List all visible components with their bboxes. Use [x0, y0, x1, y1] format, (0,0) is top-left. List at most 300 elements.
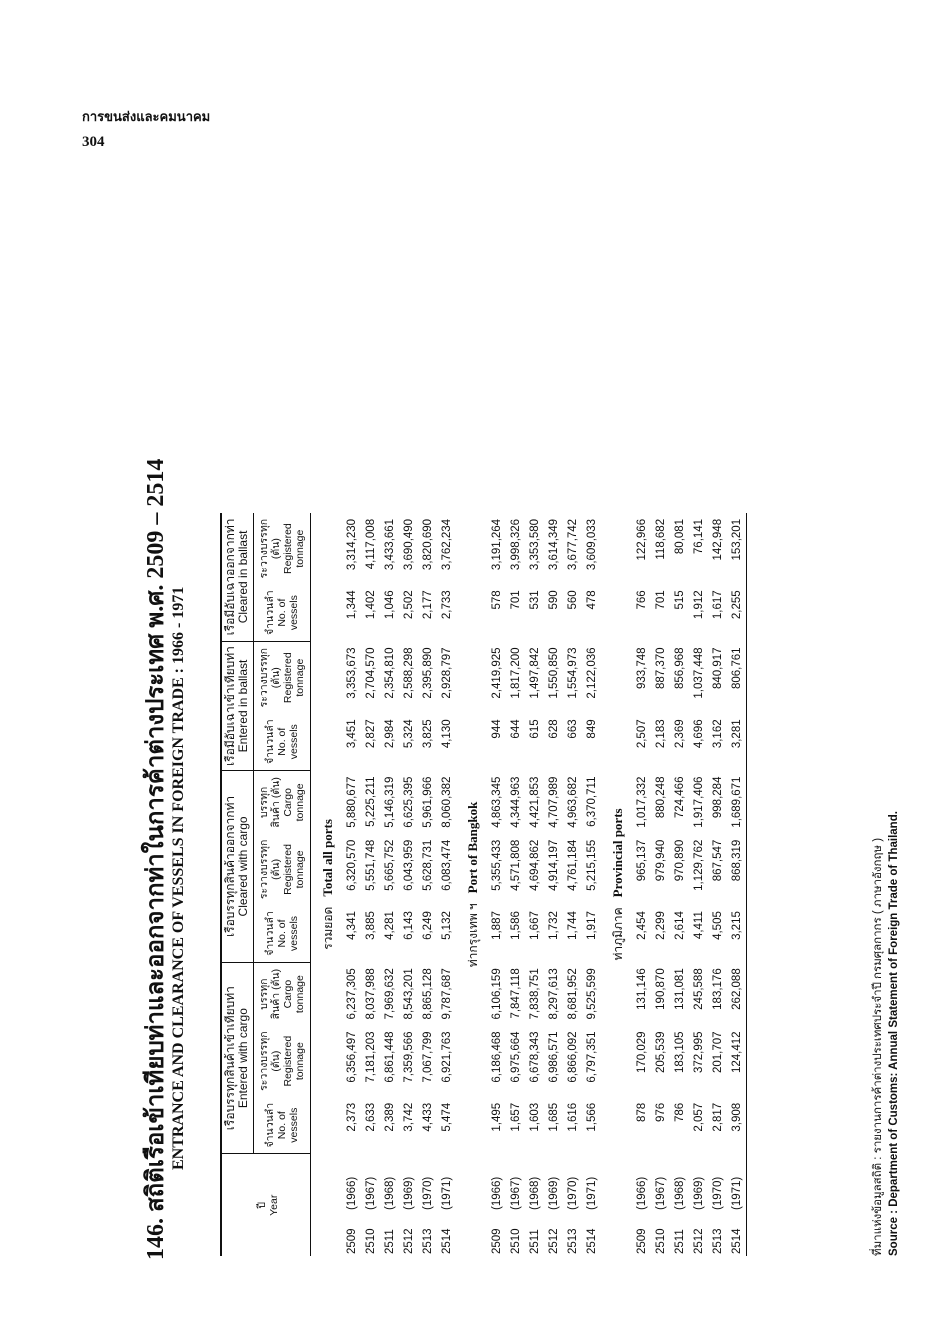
year-be: 2512	[547, 1228, 560, 1254]
table-cell: 4,696	[692, 719, 705, 749]
col-label-en: Cargo	[282, 979, 294, 1009]
col-label-en: Registered	[282, 1035, 294, 1087]
year-be: 2514	[585, 1228, 598, 1254]
table-cell: 1,017,332	[635, 776, 648, 828]
table-cell: 118,682	[654, 518, 667, 560]
table-cell: 887,370	[654, 647, 667, 690]
year-header	[221, 1154, 311, 1256]
table-cell: 6,625,395	[402, 776, 415, 828]
table-cell: 6,237,305	[345, 968, 358, 1020]
table-cell: 8,297,613	[547, 968, 560, 1020]
table-cell: 6,797,351	[585, 1031, 598, 1083]
table-cell: 4,117,008	[364, 518, 377, 570]
table-cell: 2,733	[440, 590, 453, 620]
table-cell: 183,176	[711, 968, 724, 1010]
table-cell: 3,677,742	[566, 518, 579, 571]
year-be: 2509	[345, 1228, 358, 1254]
year-ad: (1968)	[528, 1176, 541, 1210]
year-ad: (1971)	[730, 1176, 743, 1210]
table-cell: 2,389	[383, 1102, 396, 1132]
vessels-table	[220, 513, 747, 1256]
table-row	[651, 513, 670, 1256]
table-cell: 970,890	[673, 839, 686, 882]
table-cell: 201,707	[711, 1031, 724, 1074]
col-registered	[254, 834, 311, 905]
table-cell: 2,255	[730, 590, 743, 620]
table-cell: 4,411	[692, 911, 705, 940]
table-cell: 3,885	[364, 911, 377, 940]
table-row	[563, 513, 582, 1256]
table-cell: 6,921,763	[440, 1031, 453, 1083]
col-label-en: tonnage	[294, 658, 306, 697]
table-cell: 3,998,326	[509, 518, 522, 571]
group-entered-ballast-english: Entered in ballast	[236, 659, 250, 753]
col-label-en: No. of	[276, 919, 288, 948]
group-cleared-ballast	[221, 513, 254, 642]
table-cell: 4,433	[421, 1102, 434, 1132]
table-cell: 701	[654, 590, 667, 610]
table-cell: 1,689,671	[730, 776, 743, 828]
col-label-en: No. of	[276, 598, 288, 627]
footnote	[870, 811, 902, 1256]
year-be: 2514	[730, 1228, 743, 1254]
table-cell: 2,614	[673, 911, 686, 940]
table-cell: 1,685	[547, 1102, 560, 1132]
col-label-th: บรรทุก	[258, 978, 270, 1010]
table-cell: 4,341	[345, 911, 358, 940]
section-label-wrap	[319, 513, 338, 1256]
table-cell: 3,191,264	[490, 518, 503, 571]
table-cell: 880,248	[654, 776, 667, 819]
table-cell: 2,984	[383, 719, 396, 749]
table-cell: 590	[547, 590, 560, 610]
table-cell: 245,588	[692, 968, 705, 1010]
col-label-en: Registered	[282, 844, 294, 895]
group-cleared-cargo	[221, 771, 254, 963]
table-cell: 1,887	[490, 911, 503, 940]
col-registered	[254, 513, 311, 584]
table-row	[689, 513, 708, 1256]
section-header	[601, 513, 632, 1256]
year-be: 2509	[635, 1228, 648, 1254]
table-cell: 578	[490, 590, 503, 610]
table-cell: 4,505	[711, 911, 724, 940]
table-row	[487, 513, 506, 1256]
table-cell: 3,162	[711, 719, 724, 749]
year-be: 2513	[421, 1228, 434, 1254]
col-vessels	[254, 584, 311, 641]
table-cell: 124,412	[730, 1031, 743, 1074]
table-cell: 2,633	[364, 1102, 377, 1132]
table-cell: 4,344,963	[509, 776, 522, 828]
table-cell: 6,986,571	[547, 1031, 560, 1083]
col-label-en: vessels	[288, 724, 300, 760]
table-cell: 868,319	[730, 839, 743, 882]
section-label-wrap	[464, 513, 483, 1256]
table-cell: 3,690,490	[402, 518, 415, 571]
table-cell: 5,665,752	[383, 839, 396, 891]
table-cell: 6,143	[402, 911, 415, 940]
year-be: 2510	[509, 1228, 522, 1254]
table-cell: 1,917	[585, 911, 598, 940]
table-cell: 4,281	[383, 911, 396, 940]
table-cell: 979,940	[654, 839, 667, 882]
col-label-th: ระวางบรรทุก	[258, 647, 270, 708]
col-label-en: No. of	[276, 727, 288, 756]
table-cell: 7,359,566	[402, 1031, 415, 1083]
section-header	[456, 513, 487, 1256]
table-cell: 944	[490, 719, 503, 739]
table-cell: 3,451	[345, 719, 358, 749]
table-cell: 615	[528, 719, 541, 739]
table-cell: 2,588,298	[402, 647, 415, 699]
table-cell: 3,353,673	[345, 647, 358, 699]
table-cell: 5,880,677	[345, 776, 358, 828]
table-cell: 122,966	[635, 518, 648, 561]
year-ad: (1968)	[673, 1176, 686, 1210]
table-cell: 2,507	[635, 719, 648, 749]
year-ad: (1970)	[711, 1176, 724, 1210]
table-cell: 2,817	[711, 1102, 724, 1132]
table-cell: 515	[673, 590, 686, 610]
table-cell: 2,928,797	[440, 647, 453, 699]
col-vessels	[254, 1097, 311, 1154]
col-vessels	[254, 905, 311, 962]
col-label-en: vessels	[288, 915, 300, 951]
table-cell: 6,356,497	[345, 1031, 358, 1083]
year-be: 2514	[440, 1228, 453, 1254]
table-cell: 5,551,748	[364, 839, 377, 891]
table-cell: 2,827	[364, 719, 377, 749]
table-cell: 1,917,406	[692, 776, 705, 828]
table-cell: 6,678,343	[528, 1031, 541, 1083]
year-ad: (1970)	[421, 1176, 434, 1210]
col-label-th: จำนวนลำ	[264, 719, 276, 765]
table-cell: 3,433,661	[383, 518, 396, 571]
section-label	[601, 513, 632, 1256]
table-cell: 8,865,128	[421, 968, 434, 1020]
table-cell: 5,355,433	[490, 839, 503, 891]
table-cell: 965,137	[635, 839, 648, 882]
section-label-thai: ท่ากรุงเทพ ฯ	[466, 903, 480, 968]
table-row	[418, 513, 437, 1256]
col-label-en: tonnage	[294, 1042, 306, 1081]
table-cell: 3,825	[421, 719, 434, 749]
table-cell: 2,177	[421, 590, 434, 620]
table-cell: 170,029	[635, 1031, 648, 1074]
table-cell: 628	[547, 719, 560, 739]
table-cell: 1,129,762	[692, 839, 705, 891]
table-cell: 1,667	[528, 911, 541, 940]
section-label	[311, 513, 343, 1256]
table-cell: 3,281	[730, 719, 743, 749]
table-cell: 6,975,664	[509, 1031, 522, 1083]
page-number: 304	[82, 134, 105, 150]
col-label-en: vessels	[288, 595, 300, 631]
year-ad: (1969)	[547, 1176, 560, 1210]
table-row	[708, 513, 727, 1256]
table-row	[727, 513, 747, 1256]
table-row	[380, 513, 399, 1256]
col-label-th: บรรทุก	[258, 786, 270, 818]
table-cell: 9,525,599	[585, 968, 598, 1020]
table-cell: 3,742	[402, 1102, 415, 1132]
table-cell: 190,870	[654, 968, 667, 1010]
section-header	[311, 513, 343, 1256]
col-label-en: tonnage	[294, 783, 306, 822]
table-cell: 80,081	[673, 518, 686, 555]
running-head: การขนส่งและคมนาคม	[82, 109, 211, 124]
year-ad: (1971)	[585, 1176, 598, 1210]
section-label	[456, 513, 487, 1256]
section-label-english: Port of Bangkok	[465, 801, 480, 894]
table-cell: 5,628,731	[421, 839, 434, 891]
table-cell: 9,787,687	[440, 968, 453, 1020]
year-be: 2512	[692, 1228, 705, 1254]
col-label-en: tonnage	[294, 529, 306, 568]
table-cell: 849	[585, 719, 598, 739]
table-cell: 2,183	[654, 719, 667, 749]
table-cell: 1,402	[364, 590, 377, 620]
table-cell: 3,762,234	[440, 518, 453, 571]
table-cell: 7,847,118	[509, 968, 522, 1019]
table-cell: 1,566	[585, 1102, 598, 1132]
group-entered-cargo-english: Entered with cargo	[236, 1008, 250, 1109]
table-cell: 6,083,474	[440, 839, 453, 891]
table-cell: 1,603	[528, 1102, 541, 1132]
table-cell: 8,060,382	[440, 776, 453, 828]
table-cell: 4,421,853	[528, 776, 541, 828]
table-cell: 183,105	[673, 1031, 686, 1074]
year-header-thai: ปี	[256, 1201, 268, 1209]
table-cell: 4,694,862	[528, 839, 541, 891]
table-cell: 3,314,230	[345, 518, 358, 571]
table-cell: 5,215,155	[585, 839, 598, 891]
section-label-thai: รวมยอด	[321, 906, 335, 950]
table-cell: 644	[509, 719, 522, 739]
col-label-th: จำนวนลำ	[264, 590, 276, 635]
col-registered	[254, 641, 311, 713]
table-cell: 7,067,799	[421, 1031, 434, 1083]
table-row	[544, 513, 563, 1256]
table-cell: 6,043,959	[402, 839, 415, 891]
table-row	[582, 513, 601, 1256]
col-label-en: tonnage	[294, 850, 306, 889]
table-cell: 998,284	[711, 776, 724, 819]
table-cell: 3,353,580	[528, 518, 541, 571]
table-cell: 2,122,036	[585, 647, 598, 699]
group-entered-cargo	[221, 962, 254, 1154]
group-entered-cargo-thai: เรือบรรทุกสินค้าเข้าเทียบท่า	[223, 986, 237, 1131]
table-cell: 5,132	[440, 911, 453, 940]
year-ad: (1969)	[692, 1176, 705, 1210]
table-cell: 786	[673, 1102, 686, 1123]
col-cargo	[254, 962, 311, 1025]
col-label-th: (ตัน)	[270, 1050, 282, 1072]
col-label-en: Registered	[282, 652, 294, 704]
year-ad: (1967)	[654, 1176, 667, 1210]
table-title-english: ENTRANCE AND CLEARANCE OF VESSELS IN FOREIGN TRADE : 1966 - 1971	[170, 586, 187, 1170]
col-registered	[254, 1025, 311, 1096]
table-cell: 856,968	[673, 647, 686, 690]
col-label-en: Cargo	[282, 788, 294, 817]
section-label-english: Provincial ports	[610, 808, 625, 898]
year-ad: (1969)	[402, 1176, 415, 1210]
table-cell: 2,454	[635, 911, 648, 940]
table-cell: 1,344	[345, 590, 358, 620]
table-cell: 8,543,201	[402, 968, 415, 1020]
table-cell: 205,539	[654, 1031, 667, 1074]
table-row	[361, 513, 380, 1256]
col-label-th: ระวางบรรทุก	[258, 839, 270, 900]
table-body	[311, 513, 747, 1256]
table-cell: 478	[585, 590, 598, 610]
table-cell: 76,141	[692, 518, 705, 555]
table-cell: 6,249	[421, 911, 434, 940]
table-cell: 142,948	[711, 518, 724, 561]
year-ad: (1967)	[509, 1176, 522, 1210]
table-cell: 5,324	[402, 719, 415, 749]
table-cell: 6,370,711	[585, 776, 598, 827]
table-cell: 5,961,966	[421, 776, 434, 828]
table-cell: 2,057	[692, 1102, 705, 1132]
col-label-en: tonnage	[294, 975, 306, 1014]
year-ad: (1966)	[635, 1176, 648, 1210]
table-cell: 663	[566, 719, 579, 739]
table-row	[342, 513, 361, 1256]
table-row	[525, 513, 544, 1256]
col-label-th: (ตัน)	[270, 858, 282, 880]
footnote-thai: ที่มาแห่งข้อมูลสถิติ : รายงานการค้าต่างประเทศประจำปี กรมศุลกากร ( ภาษาอังกฤษ )	[872, 837, 884, 1256]
group-entered-ballast	[221, 641, 254, 770]
table-cell: 1,616	[566, 1102, 579, 1132]
year-be: 2511	[528, 1229, 541, 1254]
table-cell: 701	[509, 590, 522, 610]
col-cargo	[254, 771, 311, 834]
year-ad: (1966)	[490, 1176, 503, 1210]
table-cell: 4,863,345	[490, 776, 503, 828]
table-cell: 6,861,448	[383, 1031, 396, 1083]
col-vessels	[254, 713, 311, 770]
table-cell: 4,707,989	[547, 776, 560, 828]
table-cell: 4,761,184	[566, 839, 579, 891]
table-cell: 131,081	[673, 968, 686, 1010]
table-cell: 1,497,842	[528, 647, 541, 699]
table-cell: 1,550,850	[547, 647, 560, 699]
table-cell: 724,466	[673, 776, 686, 819]
table-cell: 806,761	[730, 647, 743, 690]
col-label-th: จำนวนลำ	[264, 1102, 276, 1148]
col-label-th: (ตัน)	[270, 667, 282, 689]
table-cell: 2,299	[654, 911, 667, 940]
col-label-th: ระวางบรรทุก	[258, 518, 270, 579]
table-cell: 4,130	[440, 719, 453, 749]
table-cell: 1,046	[383, 590, 396, 620]
group-cleared-cargo-thai: เรือบรรทุกสินค้าออกจากท่า	[223, 795, 237, 937]
rotated-table-page	[130, 170, 910, 1270]
table-cell: 6,106,159	[490, 968, 503, 1020]
table-cell: 1,037,448	[692, 647, 705, 699]
year-ad: (1966)	[345, 1176, 358, 1210]
table-row	[399, 513, 418, 1256]
table-cell: 1,495	[490, 1102, 503, 1132]
year-be: 2511	[383, 1229, 396, 1254]
table-cell: 3,215	[730, 911, 743, 940]
year-be: 2511	[673, 1229, 686, 1254]
group-entered-ballast-thai: เรือมีอับเฉาเข้าเทียบท่า	[223, 646, 237, 766]
table-cell: 131,146	[635, 968, 648, 1010]
year-header-english: Year	[268, 1194, 280, 1216]
section-label-english: Total all ports	[320, 819, 335, 897]
section-label-thai: ท่าภูมิภาค	[611, 907, 625, 961]
year-be: 2513	[711, 1228, 724, 1254]
year-be: 2510	[364, 1228, 377, 1254]
year-be: 2512	[402, 1228, 415, 1254]
table-cell: 3,614,349	[547, 518, 560, 571]
table-row	[437, 513, 456, 1256]
table-cell: 2,373	[345, 1102, 358, 1132]
table-cell: 8,681,952	[566, 968, 579, 1020]
table-cell: 5,474	[440, 1102, 453, 1132]
table-cell: 6,186,468	[490, 1031, 503, 1083]
table-cell: 1,554,973	[566, 647, 579, 699]
table-cell: 2,502	[402, 590, 415, 620]
section-label-wrap	[609, 513, 628, 1256]
table-cell: 6,866,092	[566, 1031, 579, 1083]
table-cell: 976	[654, 1102, 667, 1123]
group-cleared-cargo-english: Cleared with cargo	[236, 816, 250, 917]
table-cell: 4,914,197	[547, 839, 560, 891]
table-cell: 1,586	[509, 911, 522, 940]
table-cell: 1,912	[692, 590, 705, 620]
col-label-en: Registered	[282, 523, 294, 575]
year-be: 2513	[566, 1228, 579, 1254]
table-cell: 2,354,810	[383, 647, 396, 699]
table-cell: 2,369	[673, 719, 686, 749]
table-cell: 1,744	[566, 911, 579, 940]
col-label-th: (ตัน)	[270, 538, 282, 560]
table-cell: 560	[566, 590, 579, 610]
table-cell: 766	[635, 590, 648, 610]
table-row	[632, 513, 651, 1256]
table-cell: 7,838,751	[528, 968, 541, 1020]
col-label-th: ระวางบรรทุก	[258, 1031, 270, 1091]
table-cell: 531	[528, 590, 541, 610]
year-be: 2509	[490, 1228, 503, 1254]
table-cell: 933,748	[635, 647, 648, 690]
footnote-source: Source : Department of Customs: Annual Statement of Foreign Trade of Thailand.	[888, 811, 900, 1256]
table-cell: 2,704,570	[364, 647, 377, 699]
table-row	[670, 513, 689, 1256]
table-cell: 7,969,632	[383, 968, 396, 1020]
table-cell: 8,037,988	[364, 968, 377, 1020]
col-label-en: No. of	[276, 1111, 288, 1140]
table-cell: 3,908	[730, 1102, 743, 1132]
table-cell: 5,146,319	[383, 776, 396, 828]
group-cleared-ballast-english: Cleared in ballast	[236, 530, 250, 624]
table-cell: 372,995	[692, 1031, 705, 1074]
table-cell: 3,820,690	[421, 518, 434, 571]
table-cell: 4,963,682	[566, 776, 579, 828]
table-cell: 262,088	[730, 968, 743, 1010]
table-cell: 6,320,570	[345, 839, 358, 891]
col-label-th: สินค้า (ตัน)	[270, 968, 282, 1020]
table-cell: 2,395,890	[421, 647, 434, 699]
table-cell: 2,419,925	[490, 647, 503, 699]
year-ad: (1971)	[440, 1176, 453, 1210]
table-cell: 4,571,808	[509, 839, 522, 891]
col-label-th: สินค้า (ตัน)	[270, 777, 282, 828]
